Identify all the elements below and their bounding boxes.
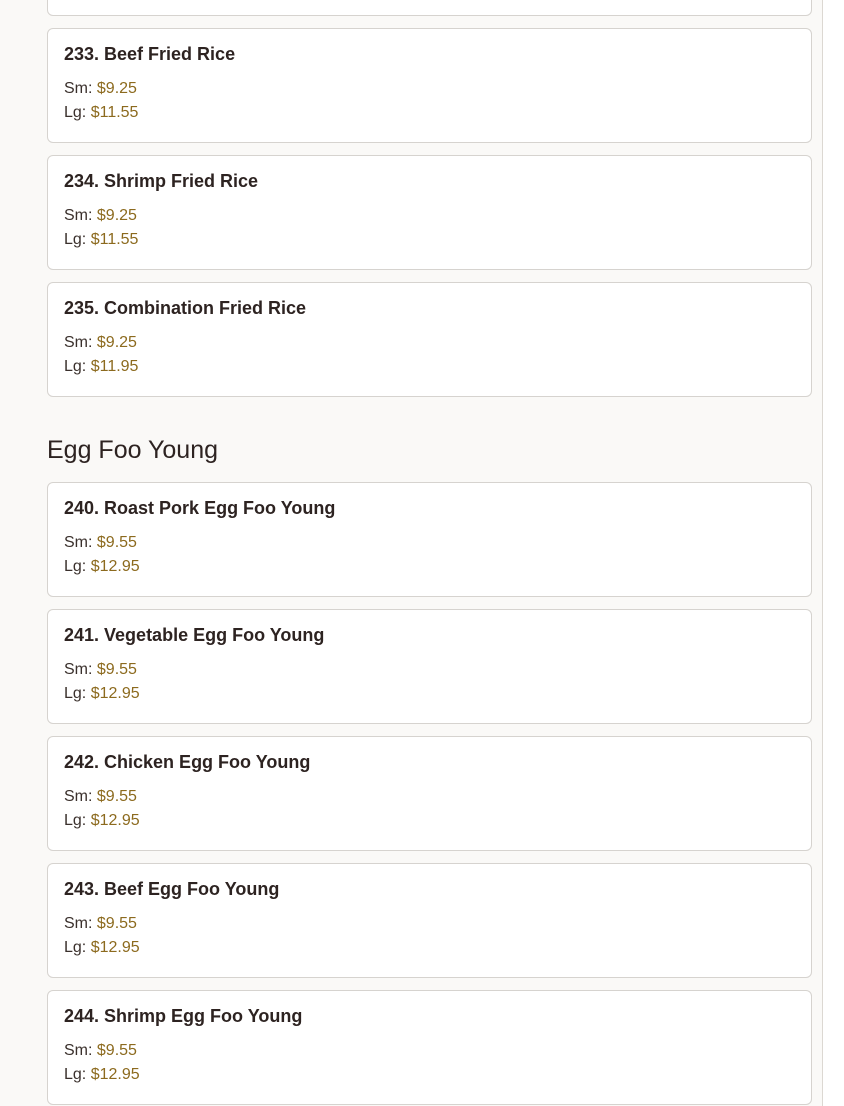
menu-item-card[interactable]	[47, 990, 812, 1105]
small-size-label: Sm:	[64, 915, 93, 932]
large-price-line	[64, 231, 138, 249]
large-price-line	[64, 1066, 140, 1084]
large-size-label: Lg:	[64, 558, 87, 575]
small-price-line	[64, 80, 137, 98]
small-size-label: Sm:	[64, 334, 93, 351]
menu-item-card[interactable]	[47, 736, 812, 851]
item-name: 242. Chicken Egg Foo Young	[64, 752, 311, 772]
menu-item-card[interactable]	[47, 863, 812, 978]
small-price: $9.55	[96, 661, 137, 678]
large-price: $12.95	[90, 939, 140, 956]
small-price: $9.55	[96, 1042, 137, 1059]
item-name: 243. Beef Egg Foo Young	[64, 879, 280, 899]
item-name: 235. Combination Fried Rice	[64, 298, 307, 318]
menu-item-card[interactable]	[47, 282, 812, 397]
small-price-line	[64, 915, 137, 933]
small-size-label: Sm:	[64, 207, 93, 224]
small-price-line	[64, 661, 137, 679]
item-name: 241. Vegetable Egg Foo Young	[64, 625, 325, 645]
large-size-label: Lg:	[64, 685, 87, 702]
large-price-line	[64, 685, 140, 703]
small-price: $9.25	[96, 334, 137, 351]
large-price-line	[64, 358, 138, 376]
large-price: $12.95	[90, 812, 140, 829]
large-price: $12.95	[90, 1066, 140, 1083]
item-name: 244. Shrimp Egg Foo Young	[64, 1006, 303, 1026]
item-name: 233. Beef Fried Rice	[64, 44, 236, 64]
menu-item-card[interactable]	[47, 28, 812, 143]
large-price: $12.95	[90, 558, 140, 575]
small-size-label: Sm:	[64, 1042, 93, 1059]
small-price-line	[64, 1042, 137, 1060]
menu-item-card[interactable]	[47, 155, 812, 270]
small-price: $9.25	[96, 207, 137, 224]
item-name: 240. Roast Pork Egg Foo Young	[64, 498, 336, 518]
large-price-line	[64, 104, 138, 122]
menu-item-card[interactable]	[47, 482, 812, 597]
small-price: $9.25	[96, 80, 137, 97]
small-price: $9.55	[96, 788, 137, 805]
large-size-label: Lg:	[64, 231, 87, 248]
large-size-label: Lg:	[64, 812, 87, 829]
large-size-label: Lg:	[64, 1066, 87, 1083]
small-size-label: Sm:	[64, 661, 93, 678]
small-price: $9.55	[96, 534, 137, 551]
small-price-line	[64, 788, 137, 806]
small-size-label: Sm:	[64, 80, 93, 97]
small-price-line	[64, 207, 137, 225]
large-price: $11.55	[90, 104, 139, 121]
small-size-label: Sm:	[64, 534, 93, 551]
large-size-label: Lg:	[64, 358, 87, 375]
large-price: $12.95	[90, 685, 140, 702]
small-price-line	[64, 334, 137, 352]
item-name: 234. Shrimp Fried Rice	[64, 171, 259, 191]
large-size-label: Lg:	[64, 939, 87, 956]
small-price-line	[64, 534, 137, 552]
large-price: $11.55	[90, 231, 139, 248]
menu-item-card-partial	[47, 0, 812, 16]
large-price: $11.95	[90, 358, 139, 375]
large-price-line	[64, 939, 140, 957]
large-price-line	[64, 812, 140, 830]
small-size-label: Sm:	[64, 788, 93, 805]
large-size-label: Lg:	[64, 104, 87, 121]
large-price-line	[64, 558, 140, 576]
small-price: $9.55	[96, 915, 137, 932]
section-heading-egg-foo-young: Egg Foo Young	[47, 436, 218, 464]
menu-item-card[interactable]	[47, 609, 812, 724]
